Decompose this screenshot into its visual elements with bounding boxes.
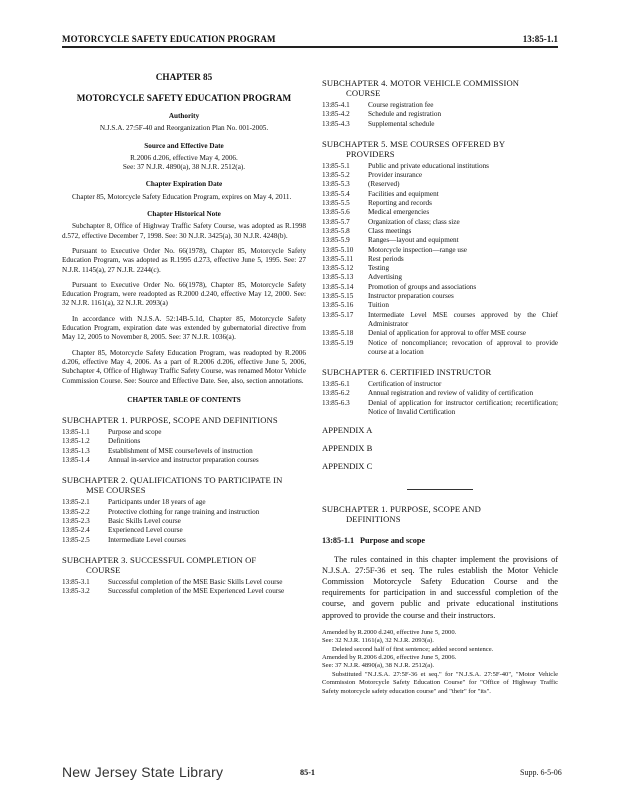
authority-text: N.J.S.A. 27:5F-40 and Reorganization Plan No. 001-2005.	[99, 124, 269, 133]
toc-text: Rest periods	[368, 254, 404, 263]
toc-list	[62, 428, 306, 465]
toc-text: Class meetings	[368, 226, 412, 235]
toc-text: Protective clothing for range training and instruction	[108, 507, 260, 516]
header-code: 13:85-1.1	[522, 34, 558, 44]
subchapter-heading	[322, 139, 558, 159]
source-text-1: R.2006 d.206, effective May 4, 2006.	[130, 153, 238, 162]
history-heading: Chapter Historical Note	[147, 210, 221, 219]
subchapter-title: SUBCHAPTER 5. MSE COURSES OFFERED BY	[322, 138, 506, 149]
toc-num: 13:85-3.2	[62, 587, 90, 596]
toc-item[interactable]	[322, 399, 558, 418]
toc-text: Provider insurance	[368, 171, 423, 180]
toc-num: 13:85-5.13	[322, 273, 354, 282]
toc-list	[62, 498, 306, 544]
toc-text: Medical emergencies	[368, 208, 430, 217]
toc-item[interactable]	[322, 110, 558, 119]
toc-num: 13:85-5.5	[322, 199, 350, 208]
chapter-name: MOTORCYCLE SAFETY EDUCATION PROGRAM	[76, 93, 292, 103]
library-watermark: New Jersey State Library	[62, 764, 224, 780]
toc-num: 13:85-5.12	[322, 264, 354, 273]
subchapter-title-cont: PROVIDERS	[346, 148, 395, 159]
toc-item[interactable]	[322, 339, 558, 358]
toc-text: Definitions	[108, 437, 141, 446]
toc-item[interactable]	[322, 255, 558, 264]
subchapter-title: SUBCHAPTER 1. PURPOSE, SCOPE AND DEFINITIONS	[62, 415, 278, 426]
amendment-line: See: 37 N.J.R. 4890(a), 38 N.J.R. 2512(a).	[322, 662, 435, 670]
subchapter-heading	[62, 415, 306, 425]
toc-text: Successful completion of the MSE Basic Skills Level course	[108, 577, 283, 586]
toc-num: 13:85-5.6	[322, 208, 350, 217]
expiration-heading: Chapter Expiration Date	[145, 180, 223, 189]
toc-item[interactable]	[322, 273, 558, 282]
toc-item[interactable]	[322, 292, 558, 301]
history-note: Chapter 85, Motorcycle Safety Education Program, was readopted by R.2006 d.206, effective May 4, 2006. As a part of R.2006 d.206, effective June 5, 2006, Subchapter 4, Office of Highway Traffic Safety Course, was renamed Motor Vehicle Commission Course. See: Source and Effective Date. See, also, section annotations.	[62, 348, 306, 385]
toc-item[interactable]	[322, 199, 558, 208]
toc-text: Annual registration and review of validity of certification	[368, 389, 534, 398]
subchapter-title-cont: DEFINITIONS	[346, 514, 401, 525]
toc-list	[322, 380, 558, 417]
toc-num: 13:85-5.18	[322, 329, 354, 338]
toc-num: 13:85-5.10	[322, 245, 354, 254]
appendix-a[interactable]: APPENDIX A	[322, 425, 373, 436]
amendment-line: See: 32 N.J.R. 1161(a), 32 N.J.R. 2093(a).	[322, 637, 434, 645]
toc-item[interactable]	[62, 437, 306, 446]
toc-item[interactable]	[62, 428, 306, 437]
amendment-line: Substituted "N.J.S.A. 27:5F-36 et seq." for "N.J.S.A. 27:5F-40", "Motor Vehicle Commission Motorcycle Safety Education Course" for "Office of Highway Traffic Safety motorcycle safety education course" and "their" for "its".	[322, 670, 558, 695]
source-heading: Source and Effective Date	[144, 141, 224, 150]
source-text-2: See: 37 N.J.R. 4890(a), 38 N.J.R. 2512(a).	[122, 163, 246, 172]
toc-text: Motorcycle inspection—range use	[368, 245, 467, 254]
toc-text: Establishment of MSE course/levels of instruction	[108, 446, 253, 455]
toc-text: Reporting and records	[368, 199, 432, 208]
toc-num: 13:85-1.3	[62, 446, 90, 455]
amendment-line: Amended by R.2000 d.240, effective June 5, 2000.	[322, 628, 457, 636]
toc-text: Basic Skills Level course	[108, 516, 181, 525]
authority-heading: Authority	[168, 112, 200, 120]
toc-num: 13:85-2.5	[62, 535, 90, 544]
header-title: MOTORCYCLE SAFETY EDUCATION PROGRAM	[62, 34, 276, 44]
toc-num: 13:85-6.3	[322, 398, 350, 407]
toc-text: Tuition	[368, 301, 389, 310]
page-number: 85-1	[300, 768, 316, 777]
toc-item[interactable]	[62, 456, 306, 465]
toc-num: 13:85-5.8	[322, 226, 350, 235]
toc-item[interactable]	[322, 190, 558, 199]
section-number: 13:85-1.1	[322, 536, 355, 546]
toc-item[interactable]	[322, 264, 558, 273]
toc-text: Denial of application for approval to offer MSE course	[368, 329, 526, 338]
toc-num: 13:85-1.4	[62, 456, 90, 465]
history-note: Pursuant to Executive Order No. 66(1978), Chapter 85, Motorcycle Safety Education Program, was adopted as R.1995 d.273, effective June 5, 1995. See: 27 N.J.R. 1145(a), 27 N.J.R. 2244(c).	[62, 246, 306, 274]
toc-text: Ranges—layout and equipment	[368, 236, 459, 245]
running-header	[62, 34, 558, 46]
toc-num: 13:85-6.1	[322, 380, 350, 389]
section-title: Purpose and scope	[360, 536, 426, 546]
toc-item[interactable]	[322, 227, 558, 236]
toc-item[interactable]	[62, 536, 306, 545]
toc-item[interactable]	[322, 283, 558, 292]
toc-item[interactable]	[322, 180, 558, 189]
toc-num: 13:85-4.3	[322, 119, 350, 128]
history-note: In accordance with N.J.S.A. 52:14B-5.1d, Chapter 85, Motorcycle Safety Education Program, expiration date was extended by gubernatorial directive from May 12, 2005 to November 8, 2005. See: 37 N.J.R. 1036(a).	[62, 314, 306, 342]
toc-num: 13:85-5.1	[322, 161, 350, 170]
toc-num: 13:85-1.1	[62, 428, 90, 437]
toc-num: 13:85-5.2	[322, 171, 350, 180]
toc-heading: CHAPTER TABLE OF CONTENTS	[127, 395, 241, 404]
subchapter-heading	[62, 555, 306, 575]
subchapter-heading	[62, 475, 306, 495]
expiration-text: Chapter 85, Motorcycle Safety Education Program, expires on May 4, 2011.	[72, 192, 292, 201]
toc-item[interactable]	[322, 301, 558, 310]
toc-num: 13:85-5.19	[322, 338, 354, 347]
toc-text: Annual in-service and instructor preparation courses	[108, 456, 259, 465]
section-divider	[407, 489, 473, 490]
subchapter-heading	[322, 504, 558, 524]
toc-num: 13:85-5.7	[322, 217, 350, 226]
toc-num: 13:85-3.1	[62, 577, 90, 586]
toc-item[interactable]	[62, 447, 306, 456]
toc-text: Promotion of groups and associations	[368, 282, 477, 291]
subchapter-title-cont: COURSE	[86, 564, 121, 575]
toc-item[interactable]	[322, 236, 558, 245]
toc-num: 13:85-5.4	[322, 189, 350, 198]
subchapter-title: SUBCHAPTER 2. QUALIFICATIONS TO PARTICIPATE IN	[62, 475, 283, 486]
toc-num: 13:85-2.2	[62, 507, 90, 516]
supplement-date: Supp. 6-5-06	[520, 768, 562, 777]
toc-item[interactable]	[322, 162, 558, 171]
toc-item[interactable]	[62, 498, 306, 507]
toc-item[interactable]	[322, 380, 558, 389]
toc-text: Organization of class; class size	[368, 217, 460, 226]
toc-num: 13:85-1.2	[62, 437, 90, 446]
toc-num: 13:85-4.2	[322, 110, 350, 119]
toc-item[interactable]	[62, 526, 306, 535]
toc-list	[322, 162, 558, 357]
toc-item[interactable]	[322, 208, 558, 217]
toc-text: Denial of application for instructor certification; recertification; Notice of Invalid Certification	[368, 398, 558, 417]
subchapter-heading	[322, 78, 558, 98]
subchapter-title-cont: COURSE	[346, 88, 381, 98]
amendment-notes	[322, 629, 558, 696]
toc-item[interactable]	[62, 578, 306, 587]
toc-num: 13:85-6.2	[322, 389, 350, 398]
toc-text: Participants under 18 years of age	[108, 498, 206, 507]
toc-list	[62, 578, 306, 597]
toc-num: 13:85-5.11	[322, 254, 354, 263]
toc-text: Certification of instructor	[368, 380, 442, 389]
subchapter-heading	[322, 367, 558, 377]
left-column	[62, 72, 306, 596]
right-column	[322, 72, 558, 696]
toc-item[interactable]	[322, 329, 558, 338]
toc-item[interactable]	[322, 171, 558, 180]
subchapter-title: SUBCHAPTER 4. MOTOR VEHICLE COMMISSION	[322, 78, 520, 88]
toc-text: Public and private educational institutions	[368, 161, 489, 170]
toc-num: 13:85-5.14	[322, 282, 354, 291]
toc-text: Purpose and scope	[108, 428, 162, 437]
history-note: Pursuant to Executive Order No. 66(1978), Chapter 85, Motorcycle Safety Education Program, were readopted as R.2000 d.240, effective May 12, 2000. See: 32 N.J.R. 1161(a), 32 N.J.R. 2093(a)	[62, 280, 306, 308]
history-note: Subchapter 8, Office of Highway Traffic Safety Course, was adopted as R.1998 d.572, effective December 7, 1998. See: 30 N.J.R. 3425(a), 30 N.J.R. 4248(b).	[62, 222, 306, 240]
appendix-c[interactable]: APPENDIX C	[322, 461, 373, 472]
subchapter-title: SUBCHAPTER 6. CERTIFIED INSTRUCTOR	[322, 367, 492, 378]
toc-num: 13:85-5.3	[322, 180, 350, 189]
toc-num: 13:85-5.16	[322, 301, 354, 310]
section-heading	[322, 536, 558, 545]
toc-list	[322, 101, 558, 129]
header-rule	[62, 46, 558, 48]
toc-item[interactable]	[322, 389, 558, 398]
toc-item[interactable]	[62, 508, 306, 517]
toc-text: Facilities and equipment	[368, 189, 439, 198]
subchapter-title: SUBCHAPTER 1. PURPOSE, SCOPE AND	[322, 504, 481, 515]
toc-text: Supplemental schedule	[368, 119, 435, 128]
toc-num: 13:85-2.1	[62, 498, 90, 507]
toc-num: 13:85-2.3	[62, 516, 90, 525]
chapter-number: CHAPTER 85	[155, 72, 213, 82]
appendix-b[interactable]: APPENDIX B	[322, 443, 373, 454]
amendment-line: Amended by R.2006 d.206, effective June 5, 2006.	[322, 654, 457, 662]
toc-item[interactable]	[62, 587, 306, 596]
toc-num: 13:85-2.4	[62, 526, 90, 535]
toc-item[interactable]	[322, 120, 558, 129]
toc-text: Course registration fee	[368, 101, 434, 109]
toc-text: Notice of noncompliance; revocation of approval to provide course at a location	[368, 338, 558, 356]
toc-text: Instructor preparation courses	[368, 292, 454, 301]
toc-text: Successful completion of the MSE Experienced Level course	[108, 587, 285, 596]
subchapter-title: SUBCHAPTER 3. SUCCESSFUL COMPLETION OF	[62, 554, 257, 565]
toc-item[interactable]	[322, 218, 558, 227]
toc-text: Advertising	[368, 273, 402, 282]
toc-item[interactable]	[322, 101, 558, 110]
toc-item[interactable]	[62, 517, 306, 526]
toc-text: Intermediate Level courses	[108, 535, 186, 544]
toc-text: Experienced Level course	[108, 526, 183, 535]
amendment-line: Deleted second half of first sentence; added second sentence.	[332, 645, 494, 653]
toc-num: 13:85-4.1	[322, 101, 350, 109]
toc-text: Intermediate Level MSE courses approved by the Chief Administrator	[368, 310, 558, 328]
toc-text: Schedule and registration	[368, 110, 442, 119]
toc-item[interactable]	[322, 246, 558, 255]
toc-text: (Reserved)	[368, 180, 400, 189]
toc-num: 13:85-5.15	[322, 292, 354, 301]
toc-num: 13:85-5.17	[322, 310, 354, 319]
toc-text: Testing	[368, 264, 390, 273]
toc-num: 13:85-5.9	[322, 236, 350, 245]
section-text: The rules contained in this chapter implement the provisions of N.J.S.A. 27:5F-36 et seq. The rules establish the Motor Vehicle Commission Motorcycle Safety Education Course and the requirements for participation in and successful completion of the course, and govern public and private educational institutions approved to provide the course and their instructors.	[322, 554, 558, 620]
subchapter-title-cont: MSE COURSES	[86, 485, 146, 496]
toc-item[interactable]	[322, 311, 558, 330]
